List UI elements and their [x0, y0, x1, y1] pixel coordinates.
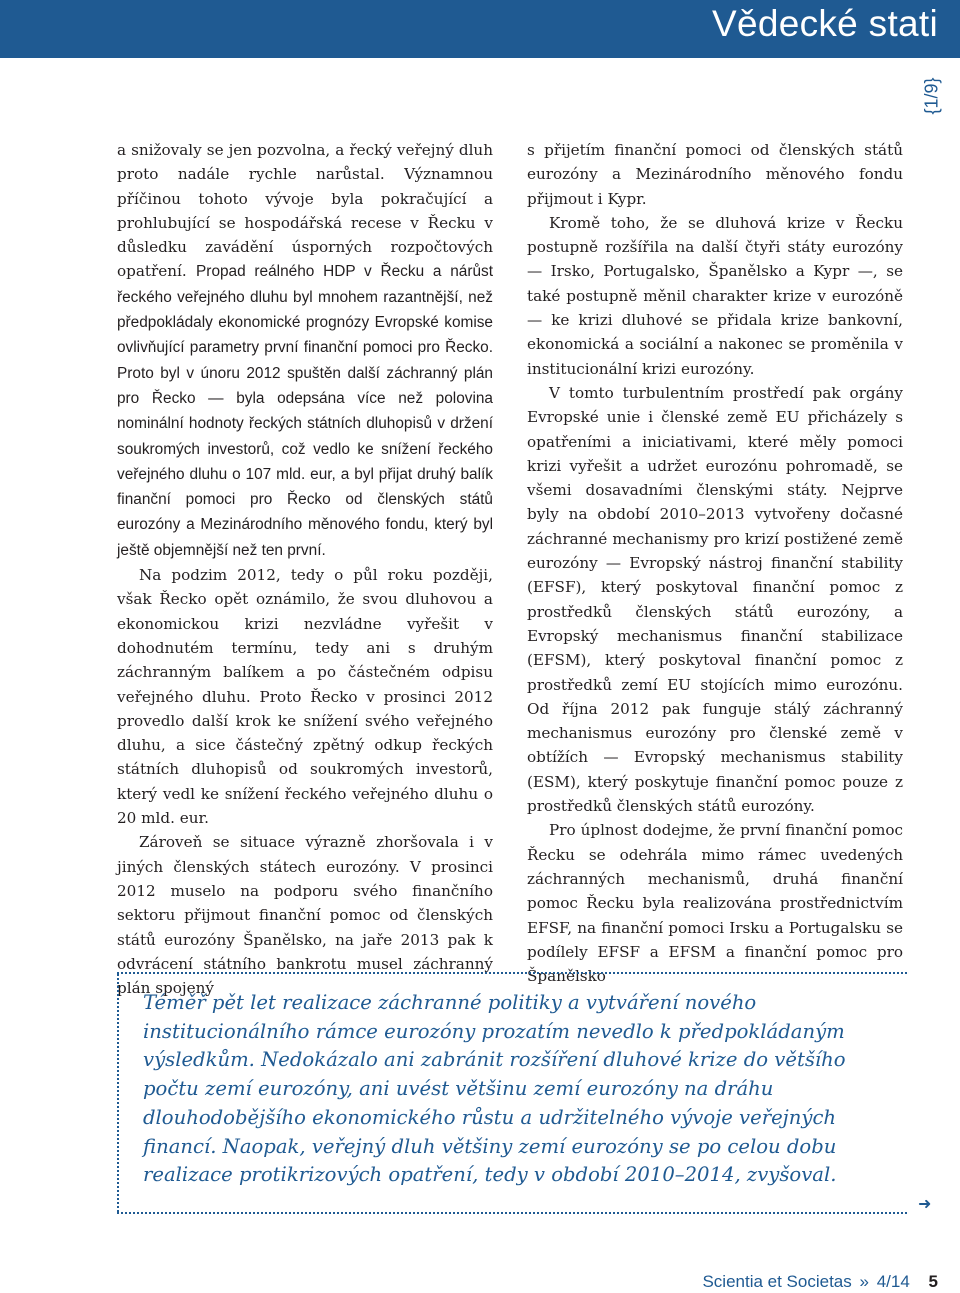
arrow-right-icon: ➜: [918, 1194, 932, 1213]
pull-quote: Téměř pět let realizace záchranné politiky a vytváření nového institucionálního rámce eurozóny prozatím nevedlo k předpokládaným výsledkům. Nedokázalo ani zabránit rozšíření dluhové krize do většího počtu zemí eurozóny, ani uvést většinu zemí eurozóny na dráhu dlouhodobějšího ekonomického růstu a udržitelného vývoje veřejných financí. Naopak, veřejný dluh většiny zemí eurozóny se po celou dobu realizace protikrizových opatření, tedy v období 2010–2014, zvyšoval.: [143, 991, 846, 1187]
journal-name: Scientia et Societas: [702, 1272, 852, 1291]
right-paragraph-4: Pro úplnost dodejme, že první finanční pomoc Řecku se odehrála mimo rámec uvedených záchranných mechanismů, druhá finanční pomoc Řecku byla realizována prostřednictvím EFSF, na finanční pomoci Irsku a Portugalsku se podílely EFSF a EFSM a finanční pomoc pro Španělsko: [527, 821, 903, 986]
left-paragraph-3: Zároveň se situace výrazně zhoršovala i v jiných členských státech eurozóny. V prosinci 2012 muselo na podporu svého finančního sektoru přijmout finanční pomoc od členských států eurozóny Španělsko, na jaře 2013 pak k odvrácení státního bankrotu musel záchranný plán spojený: [117, 833, 493, 998]
left-paragraph-1: [117, 138, 493, 563]
section-title: Vědecké stati: [711, 3, 938, 44]
pull-quote-border-left: [117, 974, 119, 1212]
page-counter-label: {1/9}: [921, 77, 942, 115]
right-paragraph-3: V tomto turbulentním prostředí pak orgány Evropské unie i členské země EU přicházely s opatřeními a iniciativami, které měly pomoci krizi vyřešit a udržet eurozónu pohromadě, se všemi dosavadními členskými státy. Nejprve byly na období 2010–2013 vytvořeny dočasné záchranné mechanismy pro krizí postižené země eurozóny — Evropský nástroj finanční stability (EFSF), který poskytoval finanční pomoc z prostředků členských států eurozóny, a Evropský mechanismus finanční stabilizace (EFSM), který poskytoval finanční pomoc z prostředků zemí EU stojících mimo eurozónu. Od října 2012 pak funguje stálý záchranný mechanismus eurozóny pro členské země v obtížích — Evropský mechanismus stability (ESM), který poskytuje finanční pomoc pouze z prostředků členských států eurozóny.: [527, 383, 903, 816]
left-paragraph-1-part-a: a snižovaly se jen pozvolna, a řecký veřejný dluh proto nadále rychle narůstal. Významnou příčinou tohoto vývoje byla pokračující a prohlubující se hospodářská recese v Řecku v důsledku zavádění úsporných rozpočtových opatření.: [117, 141, 493, 281]
footer: [702, 1271, 938, 1293]
right-column: [527, 138, 903, 988]
left-paragraph-1-part-b: Propad reálného HDP v Řecku a nárůst řeckého veřejného dluhu byl mnohem razantnější, než předpokládaly ekonomické prognózy Evropské komise ovlivňující parametry první finanční pomoci pro Řecko.: [117, 263, 493, 357]
pull-quote-border-top: [117, 972, 907, 974]
right-paragraph-1: s přijetím finanční pomoci od členských států eurozóny a Mezinárodního měnového fondu přijmout i Kypr.: [527, 141, 903, 208]
header-bar: [0, 0, 960, 58]
pull-quote-border-bottom: [117, 1212, 907, 1214]
right-paragraph-2: Kromě toho, že se dluhová krize v Řecku postupně rozšířila na další čtyři státy eurozóny — Irsko, Portugalsko, Španělsko a Kypr —, se také postupně měnil charakter krize v eurozóně — ke krizi dluhové se přidala krize bankovní, ekonomická a sociální a nakonec se proměnila v institucionální krizi eurozóny.: [527, 213, 903, 378]
page-number: 5: [928, 1272, 938, 1291]
footer-separator: »: [859, 1272, 869, 1291]
left-paragraph-1-part-c: Proto byl v únoru 2012 spuštěn další záchranný plán pro Řecko — byla odepsána více než polovina nominální hodnoty řeckých státních dluhopisů v držení soukromých investorů, což vedlo ke snížení řeckého veřejného dluhu o 107 mld. eur, a byl přijat druhý balík finanční pomoci pro Řecko od členských států eurozóny a Mezinárodního měnového fondu, který byl ještě objemnější než ten první.: [117, 364, 493, 559]
left-column: [117, 138, 493, 1000]
issue-number: 4/14: [876, 1272, 910, 1291]
left-paragraph-2: Na podzim 2012, tedy o půl roku později, však Řecko opět oznámilo, že svou dluhovou a ekonomickou krizi nezvládne vyřešit v dohodnutém termínu, tedy ani s druhým záchranným balíkem a po částečném odpisu veřejného dluhu. Proto Řecko v prosinci 2012 provedlo další krok ke snížení svého veřejného dluhu, a sice částečný zpětný odkup řeckých státních dluhopisů od soukromých investorů, který vedl ke snížení řeckého veřejného dluhu o 20 mld. eur.: [117, 566, 493, 828]
page-counter: [912, 74, 952, 118]
